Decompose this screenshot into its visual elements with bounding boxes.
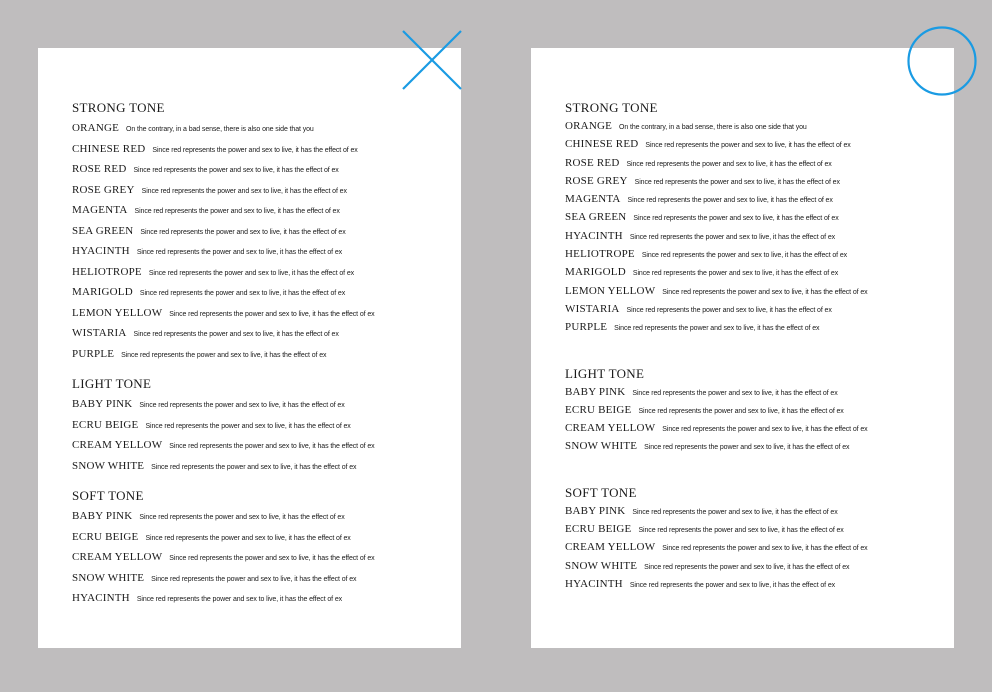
color-name: SEA GREEN (565, 211, 627, 224)
color-entry-snow-white (72, 572, 442, 593)
color-name: PURPLE (565, 321, 608, 334)
color-name: BABY PINK (565, 504, 626, 517)
color-entry-wistaria (72, 327, 442, 348)
section-soft-tone (72, 488, 442, 613)
color-description: Since red represents the power and sex to live, it has the effect of ex (169, 555, 375, 562)
color-description: Since red represents the power and sex to live, it has the effect of ex (638, 407, 844, 415)
color-name: ECRU BEIGE (565, 403, 632, 416)
section-heading: SOFT TONE (565, 484, 637, 500)
color-name: HYACINTH (72, 245, 130, 257)
section-heading: STRONG TONE (72, 100, 165, 115)
right-page-content (565, 100, 935, 596)
color-description: On the contrary, in a bad sense, there is also one side that you (619, 124, 807, 131)
color-entry-magenta (565, 193, 935, 211)
color-description: Since red represents the power and sex to live, it has the effect of ex (662, 288, 868, 296)
color-description: Since red represents the power and sex to live, it has the effect of ex (629, 233, 836, 241)
color-name: HYACINTH (565, 229, 623, 242)
color-entry-snow-white (565, 440, 935, 458)
color-entry-rose-grey (72, 184, 442, 205)
left-page-content (72, 100, 442, 613)
color-description: Since red represents the power and sex to live, it has the effect of ex (644, 444, 850, 452)
section-heading: LIGHT TONE (72, 376, 152, 391)
color-description: Since red represents the power and sex to live, it has the effect of ex (139, 402, 345, 409)
color-description: Since red represents the power and sex to live, it has the effect of ex (152, 146, 358, 154)
color-name: HELIOTROPE (565, 248, 635, 261)
color-entry-lemon-yellow (72, 307, 442, 328)
color-name: SEA GREEN (72, 224, 134, 237)
color-description: Since red represents the power and sex to live, it has the effect of ex (136, 249, 343, 256)
color-entry-marigold (565, 266, 935, 284)
color-entry-chinese-red (565, 138, 935, 156)
color-entry-rose-red (72, 163, 442, 184)
color-name: BABY PINK (72, 398, 133, 410)
color-entry-sea-green (565, 211, 935, 229)
color-name: SNOW WHITE (565, 440, 638, 453)
color-entry-hyacinth (72, 245, 442, 266)
color-description: Since red represents the power and sex to live, it has the effect of ex (121, 351, 327, 359)
color-description: Since red represents the power and sex to live, it has the effect of ex (141, 187, 347, 195)
color-entry-ecru-beige (565, 404, 935, 422)
color-name: CHINESE RED (565, 138, 639, 151)
color-description: Since red represents the power and sex to live, it has the effect of ex (629, 581, 836, 589)
left-document-page (38, 48, 461, 648)
color-entry-rose-grey (565, 175, 935, 193)
color-entry-baby-pink (565, 505, 935, 523)
color-description: Since red represents the power and sex to live, it has the effect of ex (634, 178, 840, 186)
color-entry-heliotrope (565, 248, 935, 266)
color-name: CREAM YELLOW (565, 422, 656, 435)
section-light-tone (565, 366, 935, 459)
color-description: Since red represents the power and sex to live, it has the effect of ex (626, 160, 832, 168)
color-entry-ecru-beige (72, 531, 442, 552)
color-entry-purple (72, 348, 442, 369)
color-description: Since red represents the power and sex to live, it has the effect of ex (151, 463, 357, 471)
color-description: Since red represents the power and sex to live, it has the effect of ex (133, 167, 339, 174)
color-description: Since red represents the power and sex to live, it has the effect of ex (614, 325, 820, 333)
color-entry-cream-yellow (72, 439, 442, 460)
color-name: CHINESE RED (72, 142, 146, 155)
color-description: Since red represents the power and sex to live, it has the effect of ex (638, 527, 844, 535)
color-description: Since red represents the power and sex to live, it has the effect of ex (145, 422, 351, 430)
color-entry-cream-yellow (565, 541, 935, 559)
color-entry-chinese-red (72, 143, 442, 164)
color-name: MAGENTA (565, 193, 621, 206)
color-entry-purple (565, 321, 935, 339)
color-description: Since red represents the power and sex to live, it has the effect of ex (662, 545, 868, 553)
color-description: Since red represents the power and sex to live, it has the effect of ex (644, 563, 850, 571)
color-name: HELIOTROPE (72, 265, 142, 278)
color-description: Since red represents the power and sex to live, it has the effect of ex (169, 310, 375, 318)
color-entry-hyacinth (565, 578, 935, 596)
color-entry-baby-pink (72, 398, 442, 419)
color-description: Since red represents the power and sex to live, it has the effect of ex (136, 596, 343, 603)
color-name: LEMON YELLOW (565, 284, 656, 297)
color-description: Since red represents the power and sex to live, it has the effect of ex (133, 331, 339, 338)
section-heading: SOFT TONE (72, 488, 144, 503)
color-name: MAGENTA (72, 204, 128, 216)
color-entry-orange (565, 120, 935, 138)
color-name: ECRU BEIGE (72, 530, 139, 543)
color-description: Since red represents the power and sex to live, it has the effect of ex (645, 142, 851, 150)
color-description: Since red represents the power and sex to live, it has the effect of ex (633, 215, 839, 223)
color-description: On the contrary, in a bad sense, there is also one side that you (126, 126, 314, 133)
circle-mark-icon (906, 25, 978, 97)
color-name: CREAM YELLOW (72, 551, 163, 563)
color-description: Since red represents the power and sex to live, it has the effect of ex (627, 197, 833, 205)
section-strong-tone (565, 100, 935, 340)
color-entry-snow-white (565, 560, 935, 578)
color-description: Since red represents the power and sex to live, it has the effect of ex (134, 208, 340, 215)
color-name: ECRU BEIGE (72, 418, 139, 431)
color-description: Since red represents the power and sex to live, it has the effect of ex (632, 389, 838, 397)
color-name: BABY PINK (72, 510, 133, 522)
color-name: MARIGOLD (565, 266, 626, 279)
color-entry-baby-pink (72, 510, 442, 531)
x-mark-icon (400, 28, 464, 92)
section-heading: LIGHT TONE (565, 365, 645, 381)
color-description: Since red represents the power and sex to live, it has the effect of ex (632, 508, 838, 516)
color-name: ROSE GREY (72, 183, 135, 196)
color-entry-marigold (72, 286, 442, 307)
color-description: Since red represents the power and sex to live, it has the effect of ex (169, 443, 375, 450)
color-name: ROSE GREY (565, 174, 628, 187)
color-entry-ecru-beige (565, 523, 935, 541)
color-entry-heliotrope (72, 266, 442, 287)
color-entry-cream-yellow (72, 551, 442, 572)
color-entry-hyacinth (72, 592, 442, 613)
circle-mark-stroke (909, 28, 976, 95)
color-name: WISTARIA (72, 327, 127, 339)
color-description: Since red represents the power and sex to live, it has the effect of ex (151, 575, 357, 583)
color-name: CREAM YELLOW (72, 439, 163, 451)
color-name: SNOW WHITE (72, 459, 145, 472)
section-heading: STRONG TONE (565, 100, 658, 115)
section-soft-tone (565, 485, 935, 596)
color-name: CREAM YELLOW (565, 541, 656, 554)
color-name: ECRU BEIGE (565, 523, 632, 536)
color-name: BABY PINK (565, 385, 626, 398)
color-name: ROSE RED (72, 163, 127, 175)
color-name: HYACINTH (72, 592, 130, 604)
color-name: ORANGE (565, 120, 613, 132)
color-entry-orange (72, 122, 442, 143)
color-description: Since red represents the power and sex to live, it has the effect of ex (140, 228, 346, 236)
color-name: ORANGE (72, 122, 120, 134)
color-description: Since red represents the power and sex to live, it has the effect of ex (139, 290, 346, 297)
color-name: ROSE RED (565, 156, 620, 169)
color-name: PURPLE (72, 347, 115, 360)
color-entry-magenta (72, 204, 442, 225)
color-entry-sea-green (72, 225, 442, 246)
section-light-tone (72, 376, 442, 480)
color-description: Since red represents the power and sex to live, it has the effect of ex (139, 514, 345, 521)
color-description: Since red represents the power and sex to live, it has the effect of ex (148, 269, 355, 277)
color-entry-rose-red (565, 157, 935, 175)
color-name: SNOW WHITE (565, 559, 638, 572)
color-name: LEMON YELLOW (72, 306, 163, 319)
color-entry-ecru-beige (72, 419, 442, 440)
color-description: Since red represents the power and sex to live, it has the effect of ex (641, 252, 848, 260)
color-entry-wistaria (565, 303, 935, 321)
color-entry-cream-yellow (565, 422, 935, 440)
color-description: Since red represents the power and sex to live, it has the effect of ex (632, 270, 839, 278)
section-strong-tone (72, 100, 442, 368)
color-name: SNOW WHITE (72, 571, 145, 584)
color-name: WISTARIA (565, 302, 620, 315)
right-document-page (531, 48, 954, 648)
color-name: HYACINTH (565, 577, 623, 590)
color-entry-lemon-yellow (565, 285, 935, 303)
color-description: Since red represents the power and sex to live, it has the effect of ex (626, 306, 832, 314)
color-name: MARIGOLD (72, 286, 133, 298)
color-entry-snow-white (72, 460, 442, 481)
color-entry-hyacinth (565, 230, 935, 248)
color-description: Since red represents the power and sex to live, it has the effect of ex (145, 534, 351, 542)
color-description: Since red represents the power and sex to live, it has the effect of ex (662, 426, 868, 434)
color-entry-baby-pink (565, 386, 935, 404)
